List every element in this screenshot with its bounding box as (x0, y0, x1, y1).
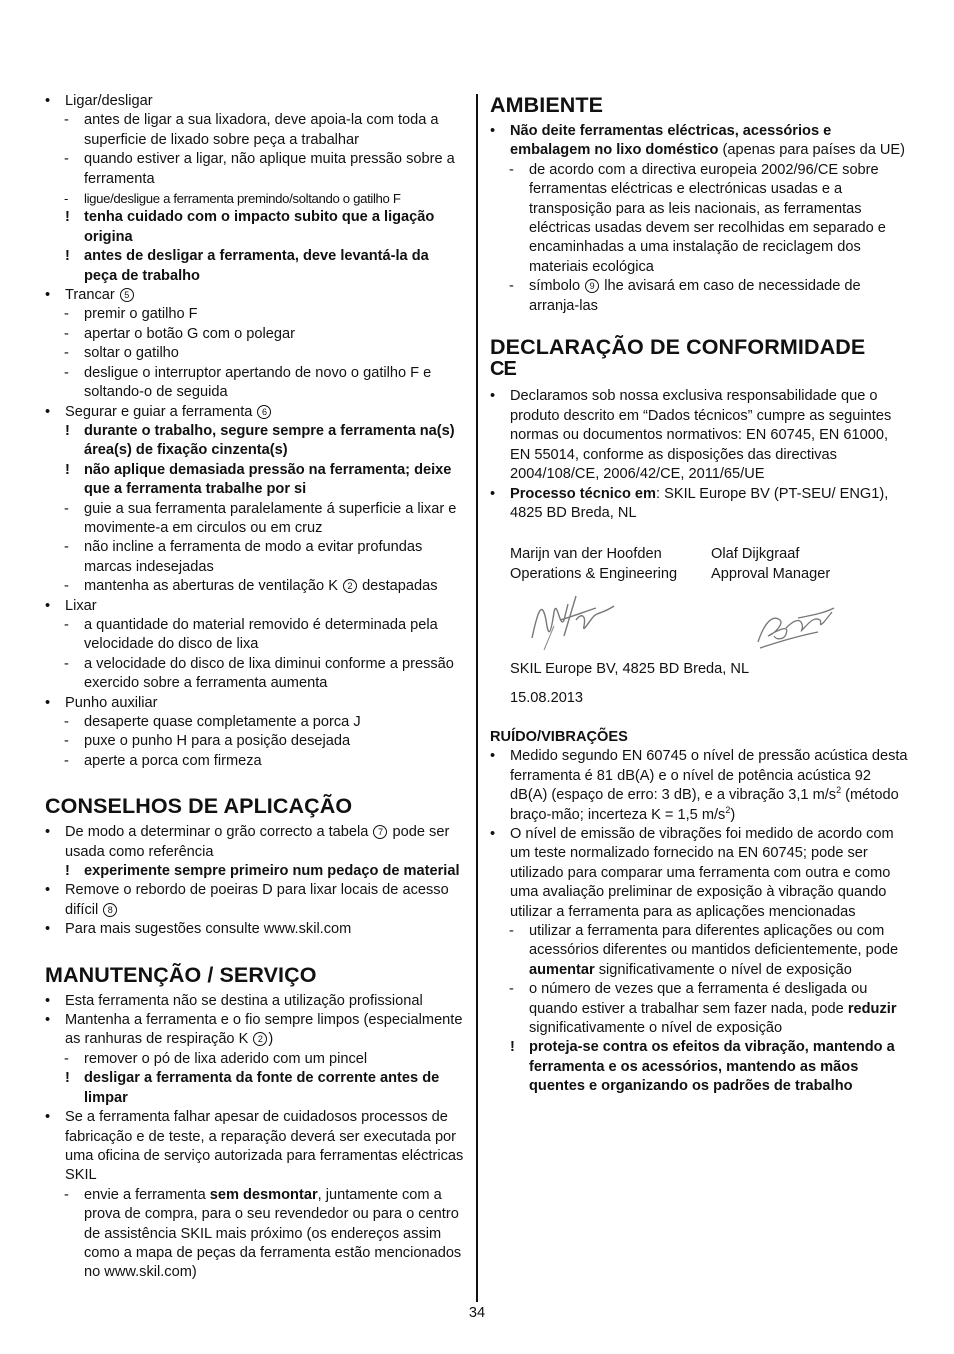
bullet-item (490, 387, 912, 484)
sub-text: significativamente o nível de exposição (594, 961, 852, 978)
section-heading-declaracao: DECLARAÇÃO DE CONFORMIDADE (490, 335, 866, 360)
bullet-item (45, 920, 465, 939)
emphasis-text: Processo técnico em (510, 485, 657, 502)
sub-text: mantenha as aberturas de ventilação K (84, 578, 338, 595)
signatory-2 (711, 545, 912, 584)
bullet-segurar (45, 403, 465, 422)
bullet-text: Medido segundo EN 60745 o nível de pressão acústica desta ferramenta é 81 dB(A) e o nível de potência acústica 92 dB(A) (espaço de erro: 3 dB), e a vibração 3,1 m/s (510, 748, 908, 804)
bullet-text: O nível de emissão de vibrações foi medido de acordo com um teste normalizado fornecido na EN 60745; pode ser utilizado para comparar uma ferramenta com outra e como uma avaliação preliminar de exposição à vibração quando utilizar a ferramenta para as aplicações mencionadas (510, 825, 894, 920)
bullet-text: Declaramos sob nossa exclusiva responsabilidade que o produto descrito em “Dados técnicos” cumpre as seguintes normas ou documentos normativos: EN 60745, EN 61000, EN 55014, conforme as disposições das directivas 2004/108/CE, 2006/42/CE, 2011/65/UE (510, 388, 892, 483)
warning-item: ! antes de desligar a ferramenta, deve levantá-la da peça de trabalho (45, 247, 465, 286)
figure-reference: 2 (343, 579, 357, 593)
sub-item: - remover o pó de lixa aderido com um pincel (45, 1050, 465, 1069)
sub-text: o número de vezes que a ferramenta é desligada ou quando estiver a trabalhar sem fazer nada, pode (529, 981, 868, 1017)
bullet-lixar (45, 597, 465, 616)
bullet-text: Esta ferramenta não se destina a utilização profissional (65, 992, 423, 1009)
emphasis-text: sem desmontar (209, 1186, 318, 1203)
bullet-text: Lixar (65, 597, 97, 614)
warning-item: ! proteja-se contra os efeitos da vibração, mantendo a ferramenta e os acessórios, mantendo as mãos quentes e organizando os padrões de trabalho (490, 1038, 912, 1096)
sub-text: símbolo (529, 278, 581, 295)
bullet-text: Segurar e guiar a ferramenta (65, 403, 253, 420)
sub-item: - antes de ligar a sua lixadora, deve apoia-la com toda a superficie de lixado sobre peça a trabalhar (45, 111, 465, 150)
bullet-text: Mantenha a ferramenta e o fio sempre limpos (especialmente as ranhuras de respiração K (65, 1012, 463, 1048)
figure-reference: 9 (585, 279, 599, 293)
figure-reference: 8 (103, 903, 117, 917)
section-heading-ambiente: AMBIENTE (490, 93, 604, 117)
sub-item: - aperte a porca com firmeza (45, 752, 465, 771)
sub-text: lhe avisará em caso de necessidade de arranja-las (529, 278, 861, 314)
superscript: 2 (836, 785, 842, 796)
signatories (510, 545, 912, 584)
sub-item (490, 277, 912, 316)
declaration-date: 15.08.2013 (510, 689, 584, 706)
sub-text: utilizar a ferramenta para diferentes aplicações ou com acessórios diferentes ou mantidos deficientemente, pode (529, 923, 899, 959)
signatory-title: Approval Manager (711, 565, 831, 582)
bullet-text: De modo a determinar o grão correcto a tabela (65, 824, 369, 841)
sub-item: - não incline a ferramenta de modo a evitar profundas marcas indesejadas (45, 538, 465, 577)
figure-reference: 7 (373, 825, 387, 839)
bullet-text: Se a ferramenta falhar apesar de cuidadosos processos de fabricação e de teste, a reparação deverá ser executada por uma oficina de serviço autorizada para ferramentas eléctricas SKIL (65, 1109, 464, 1184)
sub-text: significativamente o nível de exposição (529, 1020, 783, 1037)
warning-item: ! tenha cuidado com o impacto subito que a ligação origina (45, 208, 465, 247)
sub-item: - guie a sua ferramenta paralelamente á superficie a lixar e movimente-a em circulos ou em cruz (45, 500, 465, 539)
sub-item: - a quantidade do material removido é determinada pela velocidade do disco de lixa (45, 616, 465, 655)
signatory-title: Operations & Engineering (510, 565, 678, 582)
bullet-text: : SKIL Europe BV (PT-SEU/ ENG1), 4825 BD Breda, NL (510, 485, 889, 521)
sub-text: envie a ferramenta (84, 1186, 206, 1203)
company-address: SKIL Europe BV, 4825 BD Breda, NL (510, 661, 750, 678)
left-column (45, 92, 465, 1283)
signatory-1 (510, 545, 711, 584)
column-divider (476, 94, 478, 1302)
sub-item: - premir o gatilho F (45, 305, 465, 324)
signatory-name: Marijn van der Hoofden (510, 546, 662, 563)
bullet-text: (método braço-mão; incerteza K = 1,5 m/s (510, 787, 899, 823)
bullet-item (45, 992, 465, 1011)
bullet-item (490, 122, 912, 161)
bullet-item (45, 1011, 465, 1050)
warning-item: ! durante o trabalho, segure sempre a ferramenta na(s) área(s) de fixação cinzenta(s) (45, 422, 465, 461)
bullet-punho (45, 694, 465, 713)
sub-item: - ligue/desligue a ferramenta premindo/soltando o gatilho F (45, 189, 465, 208)
emphasis-text: Não deite ferramentas eléctricas, acessórios e embalagem no lixo doméstico (510, 123, 832, 159)
sub-item: - soltar o gatilho (45, 344, 465, 363)
bullet-text: ) (730, 806, 736, 823)
bullet-text: Punho auxiliar (65, 694, 158, 711)
signatory-name: Olaf Dijkgraaf (711, 546, 800, 563)
ce-mark: CE (490, 358, 516, 381)
bullet-item (490, 485, 912, 524)
bullet-text: (apenas para países da UE) (718, 142, 906, 159)
bullet-item (45, 881, 465, 920)
superscript: 2 (725, 804, 731, 815)
section-heading-manutencao: MANUTENÇÃO / SERVIÇO (45, 962, 317, 987)
bullet-text: Trancar (65, 287, 115, 304)
sub-item: - quando estiver a ligar, não aplique muita pressão sobre a ferramenta (45, 150, 465, 189)
signatures (510, 584, 912, 654)
sub-item: - a velocidade do disco de lixa diminui conforme a pressão exercido sobre a ferramenta aumenta (45, 655, 465, 694)
sub-item: - de acordo com a directiva europeia 2002/96/CE sobre ferramentas eléctricas e electrónicas usadas e a transposição para as leis nacionais, as ferramentas eléctricas usadas devem ser recolhidas em separado e encaminhadas a uma instalação de reciclagem dos materiais ecológica (490, 161, 912, 277)
bullet-ligar (45, 92, 465, 111)
bullet-text: pode ser usada como referência (65, 824, 450, 860)
figure-reference: 2 (253, 1032, 267, 1046)
figure-reference: 5 (120, 288, 134, 302)
bullet-text: Remove o rebordo de poeiras D para lixar locais de acesso difícil (65, 882, 449, 918)
section-heading-ruido: RUÍDO/VIBRAÇÕES (490, 728, 628, 745)
warning-item: ! desligar a ferramenta da fonte de corrente antes de limpar (45, 1069, 465, 1108)
emphasis-text: aumentar (529, 961, 595, 978)
bullet-text: ) (268, 1031, 274, 1048)
sub-item (45, 577, 465, 596)
bullet-text: Para mais sugestões consulte www.skil.com (65, 921, 352, 938)
bullet-text: Ligar/desligar (65, 93, 153, 109)
bullet-trancar (45, 286, 465, 305)
section-heading-conselhos: CONSELHOS DE APLICAÇÃO (45, 794, 353, 819)
sub-text: , juntamente com a prova de compra, para o seu revendedor ou para o centro de assistência SKIL mais próximo (os endereços assim como a mapa de peças da ferramenta estão mencionados no www.skil.com) (84, 1186, 462, 1281)
sub-item (490, 922, 912, 980)
right-column (490, 92, 912, 1097)
sub-item: - desaperte quase completamente a porca J (45, 713, 465, 732)
sub-text: destapadas (362, 578, 438, 595)
sub-item: - apertar o botão G com o polegar (45, 325, 465, 344)
bullet-item (45, 1108, 465, 1186)
warning-item: ! não aplique demasiada pressão na ferramenta; deixe que a ferramenta trabalhe por si (45, 461, 465, 500)
sub-item (490, 980, 912, 1038)
bullet-item (490, 825, 912, 922)
bullet-item (45, 823, 465, 862)
sub-item (45, 1186, 465, 1283)
signature-2-image (738, 594, 878, 664)
sub-item: - desligue o interruptor apertando de novo o gatilho F e soltando-o de seguida (45, 364, 465, 403)
figure-reference: 6 (257, 405, 271, 419)
page-number: 34 (468, 1305, 486, 1321)
emphasis-text: reduzir (847, 1000, 897, 1017)
signature-1-image (524, 590, 664, 660)
sub-item: - puxe o punho H para a posição desejada (45, 732, 465, 751)
warning-item: ! experimente sempre primeiro num pedaço de material (45, 862, 465, 881)
bullet-item (490, 747, 912, 825)
